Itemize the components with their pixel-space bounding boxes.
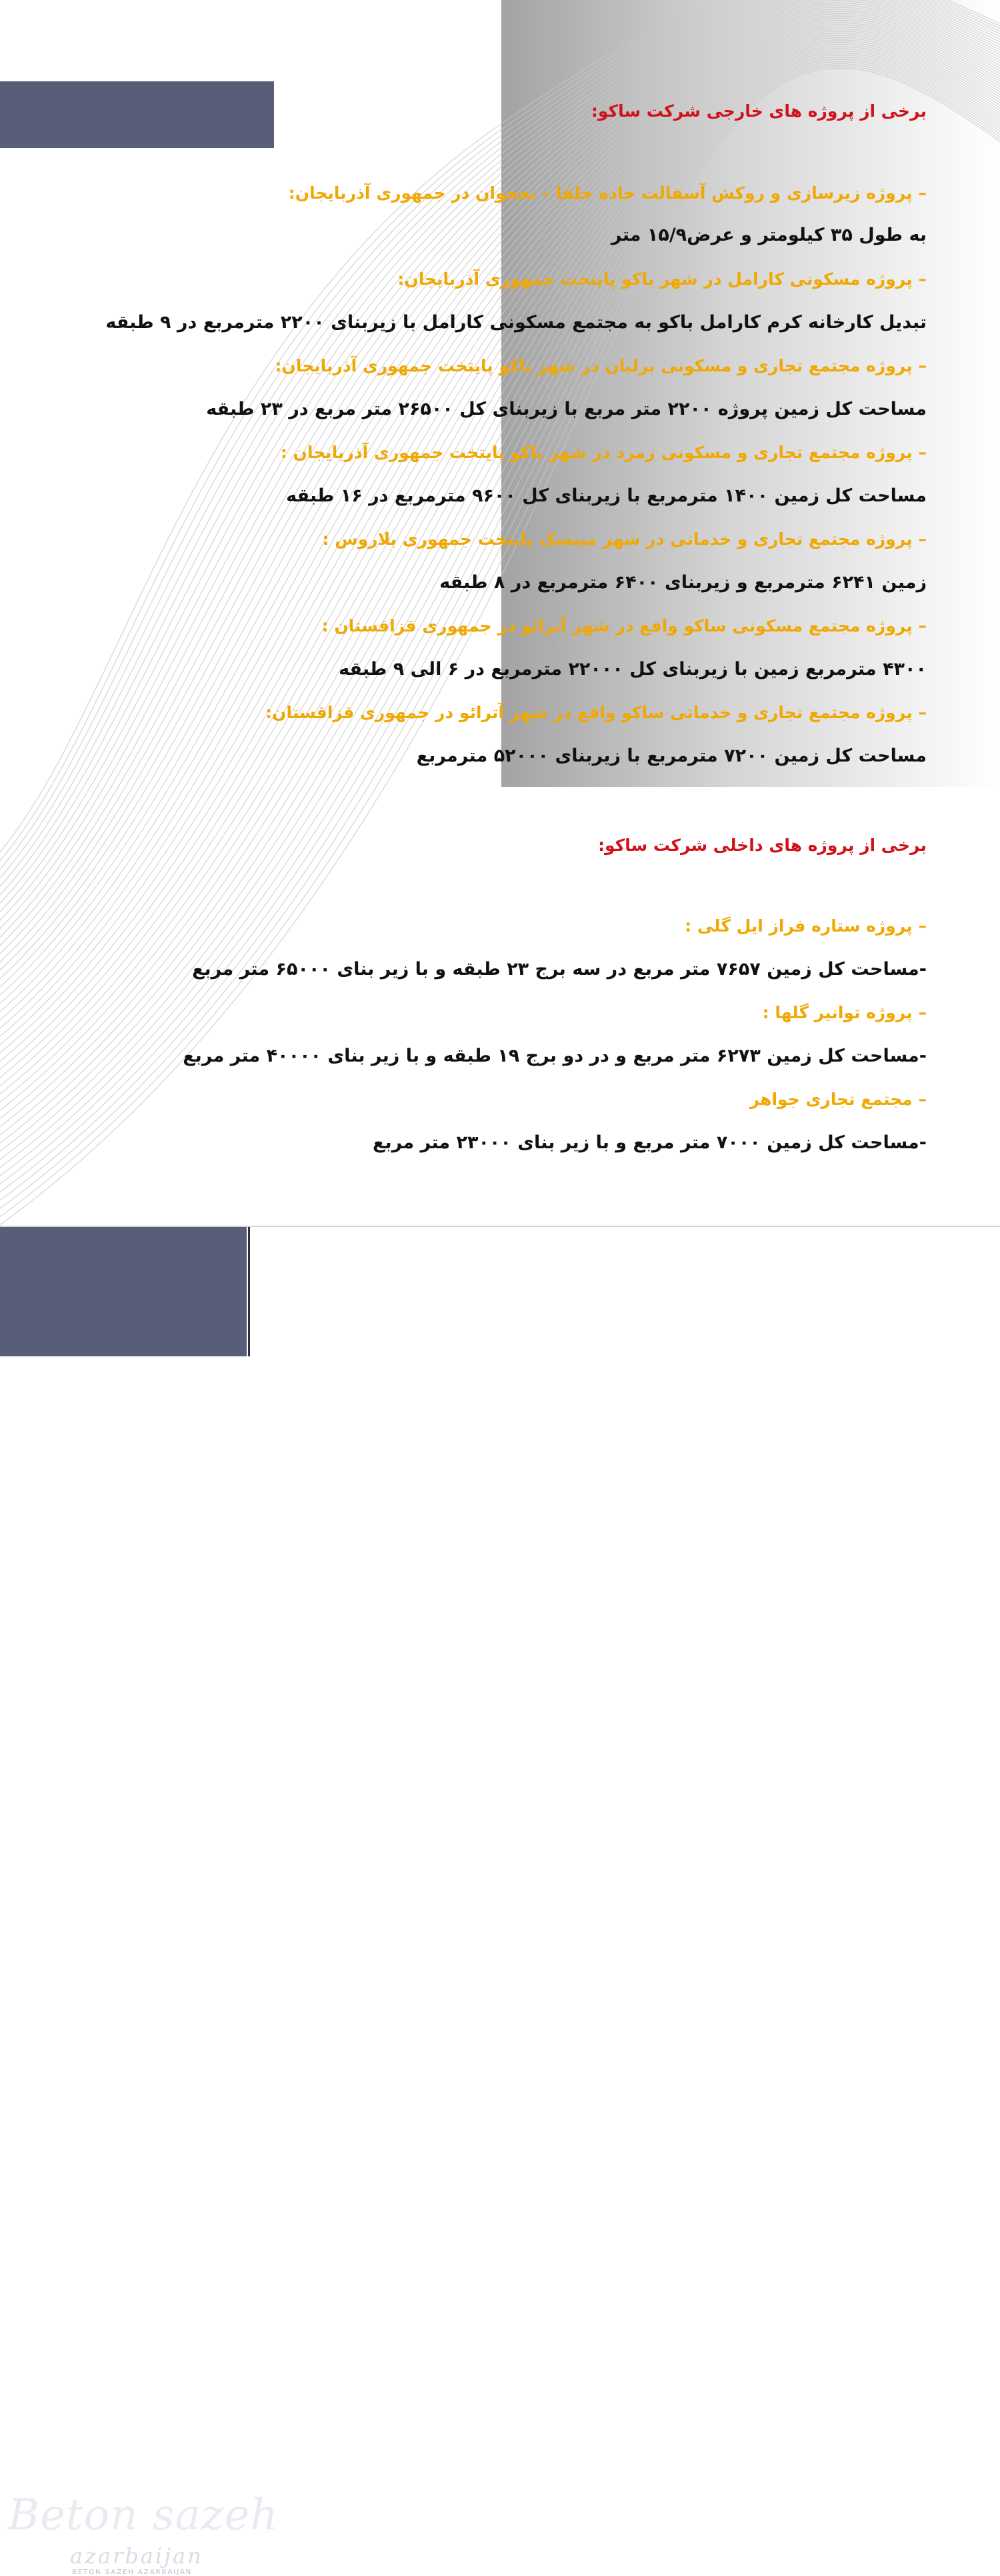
- project-description: زمین ۶۲۴۱ مترمربع و زیربنای ۶۴۰۰ مترمربع در ۸ طبقه: [439, 572, 927, 593]
- project-heading: – پروژه مجتمع تجاری و خدماتی ساکو واقع در شهر آترائو در جمهوری قزاقستان:: [265, 703, 927, 722]
- foreign-section-title: برخی از پروژه های خارجی شرکت ساکو:: [591, 101, 927, 121]
- project-description: مساحت کل زمین ۷۲۰۰ مترمربع با زیربنای ۵۲۰۰۰ مترمربع: [416, 746, 927, 766]
- project-description: -مساحت کل زمین ۷۶۵۷ متر مربع در سه برج ۲۳ طبقه و با زیر بنای ۶۵۰۰۰ متر مربع: [192, 959, 927, 980]
- project-heading: – پروژه ستاره فراز ایل گلی :: [685, 916, 927, 936]
- project-description: تبدیل کارخانه کرم کارامل باکو به مجتمع مسکونی کارامل با زیربنای ۲۲۰۰ مترمربع در ۹ طبقه: [105, 312, 927, 333]
- project-heading: – پروژه زیرسازی و روکش آسفالت جاده جلفا – نخجوان در جمهوری آذربایجان:: [288, 183, 927, 203]
- project-description: مساحت کل زمین پروژه ۲۲۰۰ متر مربع با زیربنای کل ۲۶۵۰۰ متر مربع در ۲۳ طبقه: [206, 399, 927, 419]
- logo-tagline: BETON SAZEH AZARBAIJAN: [72, 2569, 193, 2576]
- header-color-block: [0, 81, 274, 148]
- project-heading: – مجتمع تجاری جواهر: [749, 1090, 927, 1109]
- project-description: -مساحت کل زمین ۷۰۰۰ متر مربع و با زیر بنای ۲۳۰۰۰ متر مربع: [373, 1132, 927, 1153]
- logo-wordmark: Beton sazeh: [8, 2491, 279, 2540]
- project-heading: – پروژه مسکونی کارامل در شهر باکو پایتخت جمهوری آذربایجان:: [397, 269, 927, 289]
- project-heading: – پروژه توانیر گلها :: [762, 1003, 927, 1022]
- project-heading: – پروژه مجتمع تجاری و مسکونی برلیان در شهر باکو پایتخت جمهوری آذربایجان:: [275, 356, 927, 375]
- logo-edge-line: [248, 1227, 250, 1356]
- domestic-section-title: برخی از پروژه های داخلی شرکت ساکو:: [598, 836, 927, 855]
- logo-subtitle: azarbaijan: [70, 2543, 203, 2569]
- project-heading: – پروژه مجتمع تجاری و خدماتی در شهر مینسک پایتخت جمهوری بلاروس :: [322, 529, 927, 549]
- project-description: ۴۳۰۰ مترمربع زمین با زیربنای کل ۲۲۰۰۰ مترمربع در ۶ الی ۹ طبقه: [339, 659, 927, 680]
- project-heading: – پروژه مجتمع تجاری و مسکونی زمرد در شهر باکو پایتخت جمهوری آذربایجان :: [280, 443, 927, 462]
- project-description: مساحت کل زمین ۱۴۰۰ مترمربع با زیربنای کل ۹۶۰۰ مترمربع در ۱۶ طبقه: [286, 485, 927, 506]
- project-heading: – پروژه مجتمع مسکونی ساکو واقع در شهر آترائو در جمهوری قزاقستان :: [321, 616, 927, 635]
- project-description: به طول ۳۵ کیلومتر و عرض۱۵/۹ متر: [611, 225, 927, 245]
- company-logo: [0, 1227, 279, 2576]
- project-description: -مساحت کل زمین ۶۲۷۳ متر مربع و در دو برج ۱۹ طبقه و با زیر بنای ۴۰۰۰۰ متر مربع: [183, 1046, 927, 1066]
